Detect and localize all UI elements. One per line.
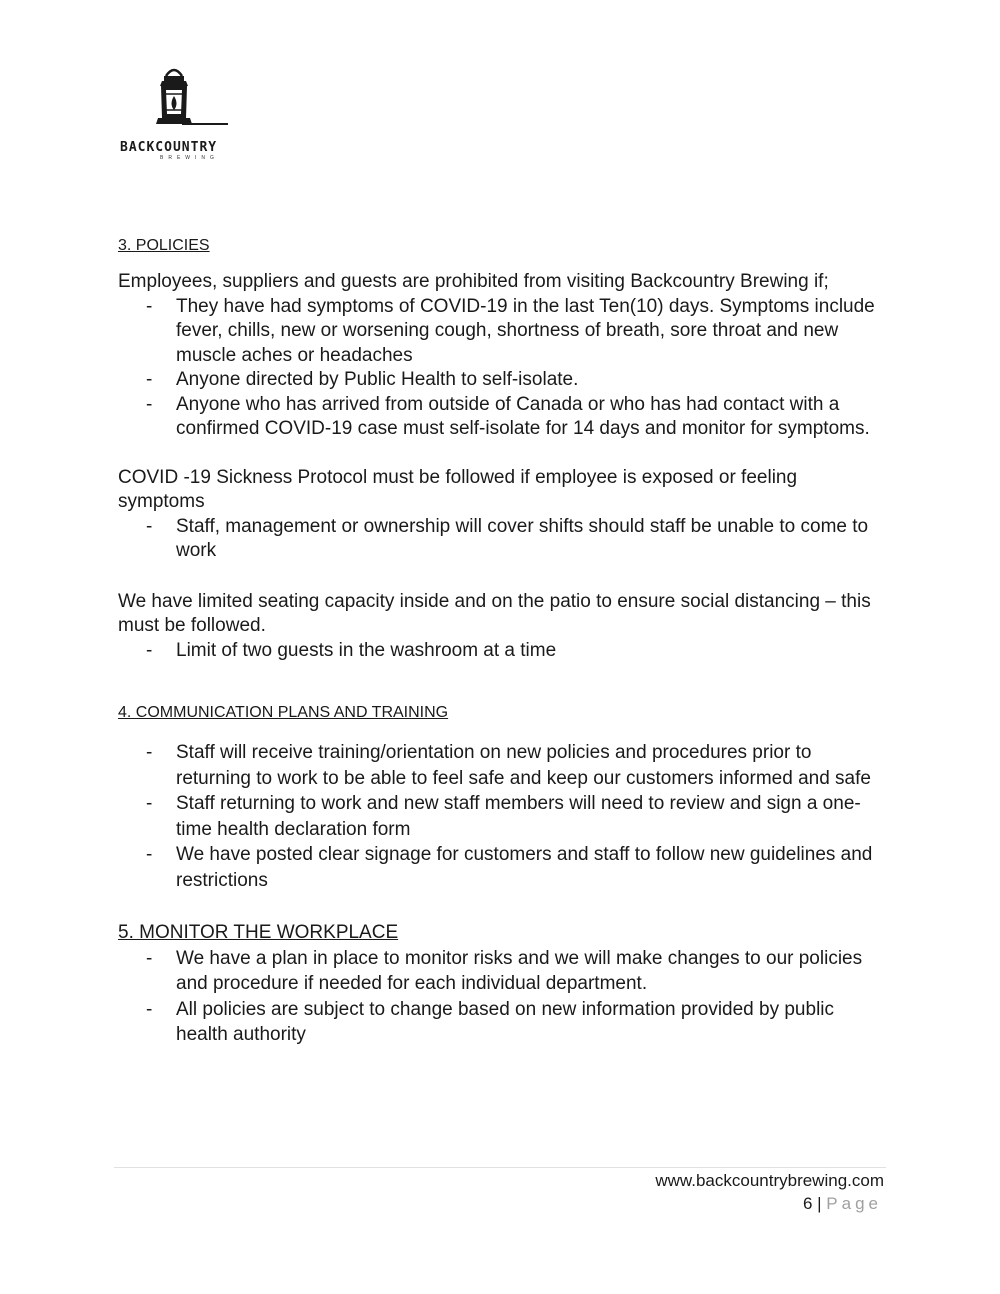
lantern-icon bbox=[152, 64, 230, 138]
list-item: - Staff returning to work and new staff members will need to review and sign a one-time health declaration form bbox=[118, 791, 888, 842]
protocol-bullet-list bbox=[118, 515, 888, 564]
page-number: 6 bbox=[802, 1194, 813, 1213]
list-item: - We have posted clear signage for customers and staff to follow new guidelines and restrictions bbox=[118, 842, 888, 893]
section-4-heading: 4. COMMUNICATION PLANS AND TRAINING bbox=[118, 704, 449, 721]
logo-brand-name: BACKCOUNTRY bbox=[120, 140, 218, 155]
list-item: - Staff, management or ownership will cover shifts should staff be unable to come to work bbox=[118, 515, 888, 564]
list-item: - They have had symptoms of COVID-19 in the last Ten(10) days. Symptoms include fever, chills, new or worsening cough, shortness of breath, sore throat and new muscle aches or headaches bbox=[118, 295, 888, 369]
seating-capacity-text: We have limited seating capacity inside and on the patio to ensure social distancing – this must be followed. bbox=[118, 590, 871, 636]
list-item: - Staff will receive training/orientation on new policies and procedures prior to returning to work to be able to feel safe and keep our customers informed and safe bbox=[118, 740, 888, 791]
list-item: - All policies are subject to change based on new information provided by public health authority bbox=[118, 997, 888, 1048]
list-item: - Limit of two guests in the washroom at a time bbox=[118, 639, 888, 664]
section-3-bullet-list bbox=[118, 295, 888, 442]
list-item: - Anyone who has arrived from outside of Canada or who has had contact with a confirmed COVID-19 case must self-isolate for 14 days and monitor for symptoms. bbox=[118, 393, 888, 442]
section-3-heading: 3. POLICIES bbox=[118, 237, 210, 254]
sickness-protocol-text: COVID -19 Sickness Protocol must be followed if employee is exposed or feeling symptoms bbox=[118, 466, 798, 512]
seating-bullet-list bbox=[118, 639, 888, 664]
document-body bbox=[118, 236, 888, 1048]
logo-brand-sub: BREWING bbox=[160, 155, 219, 161]
section-4-bullet-list bbox=[118, 740, 888, 893]
footer-website: www.backcountrybrewing.com bbox=[655, 1171, 884, 1190]
page-separator: | bbox=[817, 1194, 822, 1213]
list-item: - We have a plan in place to monitor risks and we will make changes to our policies and procedure if needed for each individual department. bbox=[118, 946, 888, 997]
section-5-heading: 5. MONITOR THE WORKPLACE bbox=[118, 922, 399, 943]
section-3-intro: Employees, suppliers and guests are prohibited from visiting Backcountry Brewing if; bbox=[118, 271, 829, 292]
list-item: - Anyone directed by Public Health to self-isolate. bbox=[118, 368, 888, 393]
company-logo bbox=[120, 64, 230, 161]
footer-divider bbox=[114, 1167, 886, 1168]
footer-page-indicator bbox=[803, 1194, 882, 1214]
section-5-bullet-list bbox=[118, 946, 888, 1048]
page-word: Page bbox=[826, 1194, 882, 1213]
